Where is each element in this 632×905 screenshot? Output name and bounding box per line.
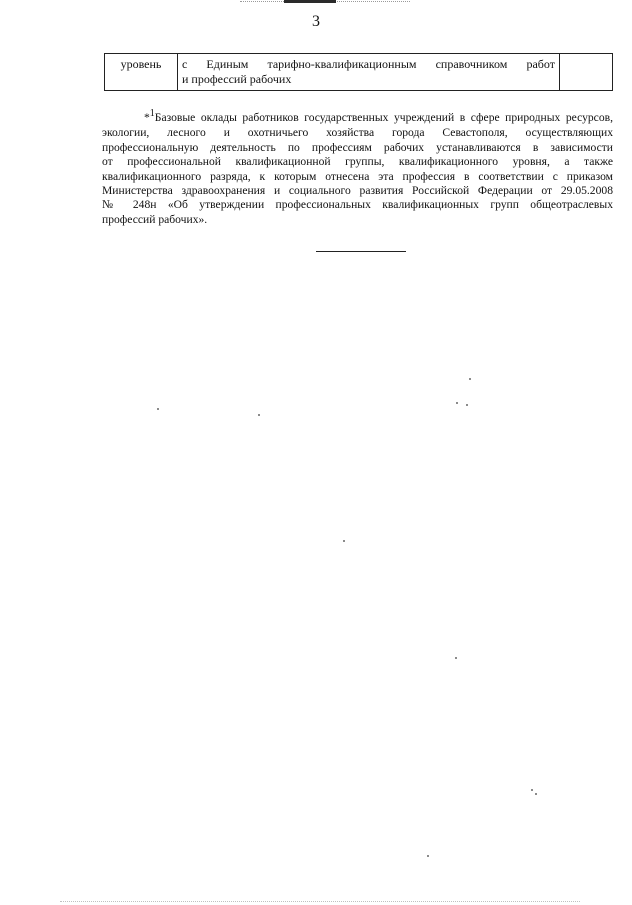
- scan-speck: [157, 408, 159, 410]
- footnote-line: от профессиональной квалификационной группы, квалификационного уровня, а также: [102, 155, 613, 169]
- table-cell-description: [178, 54, 560, 91]
- scan-speck: [531, 789, 533, 791]
- footnote-line: профессиональную деятельность по профессиям рабочих устанавливаются в зависимости: [102, 140, 613, 154]
- footnote-asterisk: *: [144, 111, 150, 124]
- footnote-line: профессий рабочих».: [102, 212, 208, 226]
- end-of-document-rule: [316, 251, 406, 252]
- footnote-line: квалификационного разряда, к которым отнесена эта профессия в соответствии с приказом: [102, 169, 613, 183]
- scan-speck: [258, 414, 260, 416]
- footnote-text: Базовые оклады работников государственных учреждений в сфере природных ресурсов,: [154, 111, 613, 124]
- scan-speck: [343, 540, 345, 542]
- page-number: 3: [312, 13, 320, 30]
- rates-table: [104, 53, 613, 91]
- description-line: и профессий рабочих: [182, 72, 292, 86]
- scan-speck: [466, 404, 468, 406]
- table-row: [105, 54, 613, 91]
- scan-speck: [427, 855, 429, 857]
- footnote-line: Министерства здравоохранения и социального развития Российской Федерации от 29.05.2008: [102, 184, 613, 198]
- scan-artifact-bottom-dots: [60, 901, 580, 903]
- footnote-line: № 248н «Об утверждении профессиональных квалификационных групп общеотраслевых: [102, 198, 613, 212]
- table-cell-level: уровень: [105, 54, 178, 91]
- footnote-superscript: 1: [149, 108, 155, 119]
- footnote-line: [102, 108, 613, 126]
- scan-artifact-top-mark: [284, 0, 336, 3]
- scan-speck: [469, 378, 471, 380]
- footnote: [102, 108, 613, 227]
- table-cell-value: [560, 54, 613, 91]
- footnote-line: экологии, лесного и охотничьего хозяйства города Севастополя, осуществляющих: [102, 126, 613, 140]
- scan-speck: [455, 657, 457, 659]
- description-line: с Единым тарифно-квалификационным справочником работ: [182, 57, 555, 71]
- scan-speck: [456, 402, 458, 404]
- scan-speck: [535, 793, 537, 795]
